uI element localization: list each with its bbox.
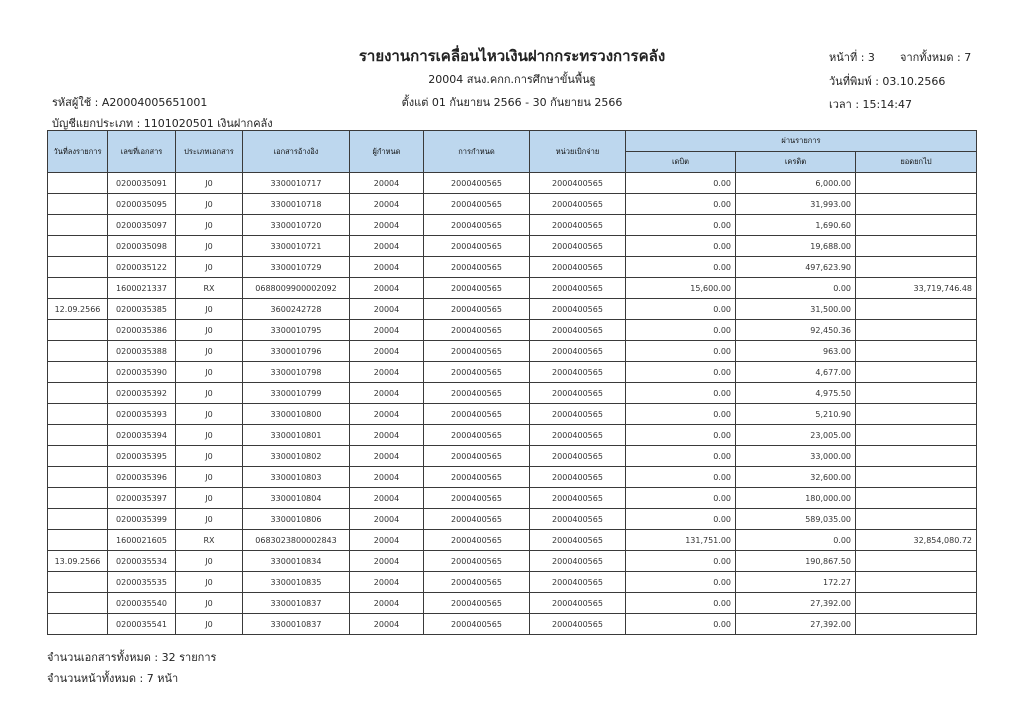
cell-credit: 31,500.00 xyxy=(736,299,856,320)
cell-post-date xyxy=(48,614,108,635)
cell-post-date: 12.09.2566 xyxy=(48,299,108,320)
cell-assigned-by: 20004 xyxy=(350,551,424,572)
total-pages-label: จากทั้งหมด : 7 xyxy=(900,51,972,64)
cell-balance xyxy=(856,362,977,383)
cell-debit: 0.00 xyxy=(626,593,736,614)
cell-debit: 0.00 xyxy=(626,320,736,341)
table-body xyxy=(48,173,977,635)
cell-balance xyxy=(856,236,977,257)
cell-doc-type: J0 xyxy=(176,446,243,467)
cell-reference: 3300010806 xyxy=(243,509,350,530)
cell-disbursing-unit: 2000400565 xyxy=(530,341,626,362)
cell-reference: 3300010721 xyxy=(243,236,350,257)
cell-balance: 33,719,746.48 xyxy=(856,278,977,299)
cell-debit: 0.00 xyxy=(626,215,736,236)
cell-reference: 3300010720 xyxy=(243,215,350,236)
cell-post-date xyxy=(48,194,108,215)
cell-disbursing-unit: 2000400565 xyxy=(530,572,626,593)
cell-assigned-by: 20004 xyxy=(350,194,424,215)
cell-doc-no: 0200035393 xyxy=(108,404,176,425)
cell-doc-no: 0200035540 xyxy=(108,593,176,614)
table-row xyxy=(48,257,977,278)
cell-post-date xyxy=(48,236,108,257)
table-row xyxy=(48,593,977,614)
cell-reference: 3300010835 xyxy=(243,572,350,593)
cell-reference: 3300010796 xyxy=(243,341,350,362)
cell-balance xyxy=(856,614,977,635)
cell-assignment: 2000400565 xyxy=(424,593,530,614)
cell-reference: 3300010729 xyxy=(243,257,350,278)
cell-disbursing-unit: 2000400565 xyxy=(530,446,626,467)
cell-reference: 3300010800 xyxy=(243,404,350,425)
cell-disbursing-unit: 2000400565 xyxy=(530,257,626,278)
cell-assigned-by: 20004 xyxy=(350,320,424,341)
cell-balance xyxy=(856,383,977,404)
cell-debit: 0.00 xyxy=(626,551,736,572)
cell-disbursing-unit: 2000400565 xyxy=(530,488,626,509)
cell-assignment: 2000400565 xyxy=(424,488,530,509)
cell-assigned-by: 20004 xyxy=(350,593,424,614)
col-header-post-date: วันที่ลงรายการ xyxy=(48,131,108,173)
cell-disbursing-unit: 2000400565 xyxy=(530,593,626,614)
cell-balance xyxy=(856,509,977,530)
total-documents: จำนวนเอกสารทั้งหมด : 32 รายการ xyxy=(47,651,217,664)
cell-debit: 15,600.00 xyxy=(626,278,736,299)
cell-assigned-by: 20004 xyxy=(350,383,424,404)
cell-assigned-by: 20004 xyxy=(350,299,424,320)
cell-doc-no: 0200035535 xyxy=(108,572,176,593)
cell-reference: 3300010798 xyxy=(243,362,350,383)
cell-credit: 4,975.50 xyxy=(736,383,856,404)
cell-doc-type: J0 xyxy=(176,614,243,635)
cell-credit: 497,623.90 xyxy=(736,257,856,278)
cell-doc-type: J0 xyxy=(176,173,243,194)
cell-credit: 19,688.00 xyxy=(736,236,856,257)
cell-reference: 3300010837 xyxy=(243,614,350,635)
cell-disbursing-unit: 2000400565 xyxy=(530,530,626,551)
account-ledger: บัญชีแยกประเภท : 1101020501 เงินฝากคลัง xyxy=(52,117,273,130)
cell-post-date xyxy=(48,530,108,551)
cell-post-date xyxy=(48,383,108,404)
cell-debit: 0.00 xyxy=(626,194,736,215)
col-header-balance: ยอดยกไป xyxy=(856,152,977,173)
cell-doc-type: RX xyxy=(176,278,243,299)
cell-debit: 0.00 xyxy=(626,467,736,488)
cell-doc-no: 1600021337 xyxy=(108,278,176,299)
cell-debit: 0.00 xyxy=(626,299,736,320)
cell-assigned-by: 20004 xyxy=(350,467,424,488)
cell-reference: 3300010803 xyxy=(243,467,350,488)
cell-assigned-by: 20004 xyxy=(350,278,424,299)
table-row xyxy=(48,614,977,635)
cell-doc-no: 0200035122 xyxy=(108,257,176,278)
cell-doc-no: 0200035396 xyxy=(108,467,176,488)
cell-disbursing-unit: 2000400565 xyxy=(530,320,626,341)
cell-doc-type: J0 xyxy=(176,572,243,593)
table-row xyxy=(48,488,977,509)
cell-post-date xyxy=(48,362,108,383)
cell-doc-type: J0 xyxy=(176,551,243,572)
cell-reference: 3300010837 xyxy=(243,593,350,614)
cell-disbursing-unit: 2000400565 xyxy=(530,425,626,446)
cell-disbursing-unit: 2000400565 xyxy=(530,551,626,572)
cell-assigned-by: 20004 xyxy=(350,173,424,194)
cell-doc-no: 0200035394 xyxy=(108,425,176,446)
cell-balance xyxy=(856,320,977,341)
cell-assigned-by: 20004 xyxy=(350,509,424,530)
cell-credit: 31,993.00 xyxy=(736,194,856,215)
cell-doc-no: 0200035395 xyxy=(108,446,176,467)
col-header-doc-type: ประเภทเอกสาร xyxy=(176,131,243,173)
table-row xyxy=(48,299,977,320)
col-header-assigned-by: ผู้กำหนด xyxy=(350,131,424,173)
cell-disbursing-unit: 2000400565 xyxy=(530,215,626,236)
cell-doc-no: 0200035399 xyxy=(108,509,176,530)
cell-reference: 3300010801 xyxy=(243,425,350,446)
cell-post-date xyxy=(48,215,108,236)
cell-disbursing-unit: 2000400565 xyxy=(530,299,626,320)
cell-reference: 3600242728 xyxy=(243,299,350,320)
cell-post-date xyxy=(48,173,108,194)
cell-doc-type: J0 xyxy=(176,299,243,320)
cell-doc-no: 1600021605 xyxy=(108,530,176,551)
cell-doc-no: 0200035392 xyxy=(108,383,176,404)
cell-assignment: 2000400565 xyxy=(424,341,530,362)
cell-credit: 27,392.00 xyxy=(736,593,856,614)
cell-doc-no: 0200035386 xyxy=(108,320,176,341)
cell-assigned-by: 20004 xyxy=(350,446,424,467)
cell-assigned-by: 20004 xyxy=(350,215,424,236)
cell-doc-type: RX xyxy=(176,530,243,551)
cell-assignment: 2000400565 xyxy=(424,404,530,425)
col-header-assignment: การกำหนด xyxy=(424,131,530,173)
cell-assignment: 2000400565 xyxy=(424,362,530,383)
cell-credit: 1,690.60 xyxy=(736,215,856,236)
cell-assignment: 2000400565 xyxy=(424,257,530,278)
cell-doc-type: J0 xyxy=(176,215,243,236)
cell-reference: 3300010804 xyxy=(243,488,350,509)
col-header-disbursing-unit: หน่วยเบิกจ่าย xyxy=(530,131,626,173)
cell-doc-type: J0 xyxy=(176,383,243,404)
cell-reference: 0683023800002843 xyxy=(243,530,350,551)
cell-doc-type: J0 xyxy=(176,509,243,530)
cell-post-date xyxy=(48,425,108,446)
cell-post-date xyxy=(48,446,108,467)
cell-disbursing-unit: 2000400565 xyxy=(530,467,626,488)
report-subtitle: 20004 สนง.คกก.การศึกษาขั้นพื้นฐ xyxy=(428,73,596,86)
cell-assignment: 2000400565 xyxy=(424,194,530,215)
cell-credit: 32,600.00 xyxy=(736,467,856,488)
cell-credit: 27,392.00 xyxy=(736,614,856,635)
cell-balance xyxy=(856,446,977,467)
user-id: รหัสผู้ใช้ : A20004005651001 xyxy=(52,96,208,109)
cell-balance xyxy=(856,425,977,446)
cell-debit: 0.00 xyxy=(626,383,736,404)
cell-reference: 3300010834 xyxy=(243,551,350,572)
cell-doc-type: J0 xyxy=(176,404,243,425)
report-title: รายงานการเคลื่อนไหวเงินฝากกระทรวงการคลัง xyxy=(358,47,666,65)
table-row xyxy=(48,467,977,488)
cell-disbursing-unit: 2000400565 xyxy=(530,614,626,635)
page-number: หน้าที่ : 3 xyxy=(829,51,875,64)
cell-reference: 3300010717 xyxy=(243,173,350,194)
cell-post-date xyxy=(48,467,108,488)
table-row xyxy=(48,446,977,467)
cell-debit: 0.00 xyxy=(626,572,736,593)
table-row xyxy=(48,194,977,215)
cell-assignment: 2000400565 xyxy=(424,383,530,404)
cell-balance xyxy=(856,299,977,320)
col-header-doc-no: เลขที่เอกสาร xyxy=(108,131,176,173)
table-row xyxy=(48,236,977,257)
cell-balance xyxy=(856,572,977,593)
cell-balance: 32,854,080.72 xyxy=(856,530,977,551)
print-date: วันที่พิมพ์ : 03.10.2566 xyxy=(829,75,946,88)
cell-assignment: 2000400565 xyxy=(424,572,530,593)
cell-credit: 92,450.36 xyxy=(736,320,856,341)
cell-disbursing-unit: 2000400565 xyxy=(530,383,626,404)
col-header-debit: เดบิต xyxy=(626,152,736,173)
table-row xyxy=(48,404,977,425)
cell-debit: 0.00 xyxy=(626,341,736,362)
cell-assignment: 2000400565 xyxy=(424,530,530,551)
cell-disbursing-unit: 2000400565 xyxy=(530,194,626,215)
cell-post-date xyxy=(48,320,108,341)
cell-debit: 0.00 xyxy=(626,173,736,194)
cell-disbursing-unit: 2000400565 xyxy=(530,509,626,530)
cell-balance xyxy=(856,551,977,572)
cell-assignment: 2000400565 xyxy=(424,173,530,194)
col-header-reference: เอกสารอ้างอิง xyxy=(243,131,350,173)
cell-doc-type: J0 xyxy=(176,236,243,257)
cell-debit: 0.00 xyxy=(626,362,736,383)
cell-debit: 0.00 xyxy=(626,257,736,278)
cell-credit: 589,035.00 xyxy=(736,509,856,530)
cell-doc-no: 0200035098 xyxy=(108,236,176,257)
table-row xyxy=(48,530,977,551)
cell-doc-no: 0200035091 xyxy=(108,173,176,194)
cell-disbursing-unit: 2000400565 xyxy=(530,404,626,425)
cell-assigned-by: 20004 xyxy=(350,341,424,362)
cell-debit: 0.00 xyxy=(626,614,736,635)
cell-reference: 3300010799 xyxy=(243,383,350,404)
table-row xyxy=(48,572,977,593)
cell-disbursing-unit: 2000400565 xyxy=(530,173,626,194)
cell-assignment: 2000400565 xyxy=(424,320,530,341)
cell-doc-no: 0200035388 xyxy=(108,341,176,362)
col-header-credit: เครดิต xyxy=(736,152,856,173)
cell-post-date xyxy=(48,593,108,614)
table-row xyxy=(48,551,977,572)
cell-credit: 33,000.00 xyxy=(736,446,856,467)
cell-post-date: 13.09.2566 xyxy=(48,551,108,572)
cell-assignment: 2000400565 xyxy=(424,614,530,635)
cell-assignment: 2000400565 xyxy=(424,551,530,572)
table-row xyxy=(48,278,977,299)
cell-credit: 6,000.00 xyxy=(736,173,856,194)
cell-credit: 4,677.00 xyxy=(736,362,856,383)
cell-reference: 3300010802 xyxy=(243,446,350,467)
cell-post-date xyxy=(48,341,108,362)
cell-assignment: 2000400565 xyxy=(424,467,530,488)
cell-assigned-by: 20004 xyxy=(350,362,424,383)
cell-assignment: 2000400565 xyxy=(424,446,530,467)
cell-doc-type: J0 xyxy=(176,467,243,488)
print-time: เวลา : 15:14:47 xyxy=(829,98,912,111)
cell-assigned-by: 20004 xyxy=(350,236,424,257)
cell-credit: 23,005.00 xyxy=(736,425,856,446)
cell-assignment: 2000400565 xyxy=(424,299,530,320)
report-period: ตั้งแต่ 01 กันยายน 2566 - 30 กันยายน 2566 xyxy=(401,96,623,109)
col-header-postings: ผ่านรายการ xyxy=(626,131,977,152)
cell-reference: 3300010718 xyxy=(243,194,350,215)
cell-doc-type: J0 xyxy=(176,194,243,215)
cell-balance xyxy=(856,404,977,425)
cell-balance xyxy=(856,467,977,488)
cell-doc-no: 0200035097 xyxy=(108,215,176,236)
cell-post-date xyxy=(48,257,108,278)
cell-debit: 0.00 xyxy=(626,509,736,530)
cell-credit: 5,210.90 xyxy=(736,404,856,425)
cell-assigned-by: 20004 xyxy=(350,572,424,593)
cell-debit: 0.00 xyxy=(626,425,736,446)
cell-balance xyxy=(856,194,977,215)
cell-debit: 0.00 xyxy=(626,446,736,467)
cell-credit: 0.00 xyxy=(736,530,856,551)
cell-debit: 131,751.00 xyxy=(626,530,736,551)
movement-table xyxy=(47,130,977,635)
cell-assigned-by: 20004 xyxy=(350,257,424,278)
cell-doc-type: J0 xyxy=(176,593,243,614)
cell-assigned-by: 20004 xyxy=(350,425,424,446)
cell-post-date xyxy=(48,509,108,530)
cell-disbursing-unit: 2000400565 xyxy=(530,362,626,383)
table-row xyxy=(48,215,977,236)
table-row xyxy=(48,509,977,530)
total-pages: จำนวนหน้าทั้งหมด : 7 หน้า xyxy=(47,672,179,685)
table-row xyxy=(48,341,977,362)
cell-doc-type: J0 xyxy=(176,362,243,383)
table-row xyxy=(48,362,977,383)
cell-assignment: 2000400565 xyxy=(424,278,530,299)
cell-assignment: 2000400565 xyxy=(424,236,530,257)
cell-balance xyxy=(856,257,977,278)
cell-reference: 3300010795 xyxy=(243,320,350,341)
cell-debit: 0.00 xyxy=(626,236,736,257)
cell-doc-type: J0 xyxy=(176,257,243,278)
cell-post-date xyxy=(48,278,108,299)
table-row xyxy=(48,173,977,194)
cell-disbursing-unit: 2000400565 xyxy=(530,278,626,299)
cell-doc-type: J0 xyxy=(176,341,243,362)
table-row xyxy=(48,320,977,341)
cell-assigned-by: 20004 xyxy=(350,488,424,509)
cell-doc-type: J0 xyxy=(176,320,243,341)
cell-assigned-by: 20004 xyxy=(350,404,424,425)
cell-balance xyxy=(856,215,977,236)
cell-assigned-by: 20004 xyxy=(350,614,424,635)
cell-credit: 180,000.00 xyxy=(736,488,856,509)
table-row xyxy=(48,383,977,404)
cell-assignment: 2000400565 xyxy=(424,215,530,236)
cell-assignment: 2000400565 xyxy=(424,425,530,446)
cell-debit: 0.00 xyxy=(626,488,736,509)
cell-doc-no: 0200035385 xyxy=(108,299,176,320)
cell-balance xyxy=(856,173,977,194)
table-row xyxy=(48,425,977,446)
cell-balance xyxy=(856,341,977,362)
cell-assigned-by: 20004 xyxy=(350,530,424,551)
cell-post-date xyxy=(48,572,108,593)
cell-debit: 0.00 xyxy=(626,404,736,425)
cell-disbursing-unit: 2000400565 xyxy=(530,236,626,257)
cell-doc-type: J0 xyxy=(176,488,243,509)
cell-balance xyxy=(856,488,977,509)
cell-doc-no: 0200035390 xyxy=(108,362,176,383)
cell-assignment: 2000400565 xyxy=(424,509,530,530)
cell-doc-type: J0 xyxy=(176,425,243,446)
cell-doc-no: 0200035541 xyxy=(108,614,176,635)
cell-post-date xyxy=(48,404,108,425)
cell-credit: 172.27 xyxy=(736,572,856,593)
cell-reference: 0688009900002092 xyxy=(243,278,350,299)
cell-post-date xyxy=(48,488,108,509)
cell-credit: 0.00 xyxy=(736,278,856,299)
cell-doc-no: 0200035534 xyxy=(108,551,176,572)
cell-credit: 963.00 xyxy=(736,341,856,362)
cell-credit: 190,867.50 xyxy=(736,551,856,572)
cell-doc-no: 0200035397 xyxy=(108,488,176,509)
cell-doc-no: 0200035095 xyxy=(108,194,176,215)
cell-balance xyxy=(856,593,977,614)
